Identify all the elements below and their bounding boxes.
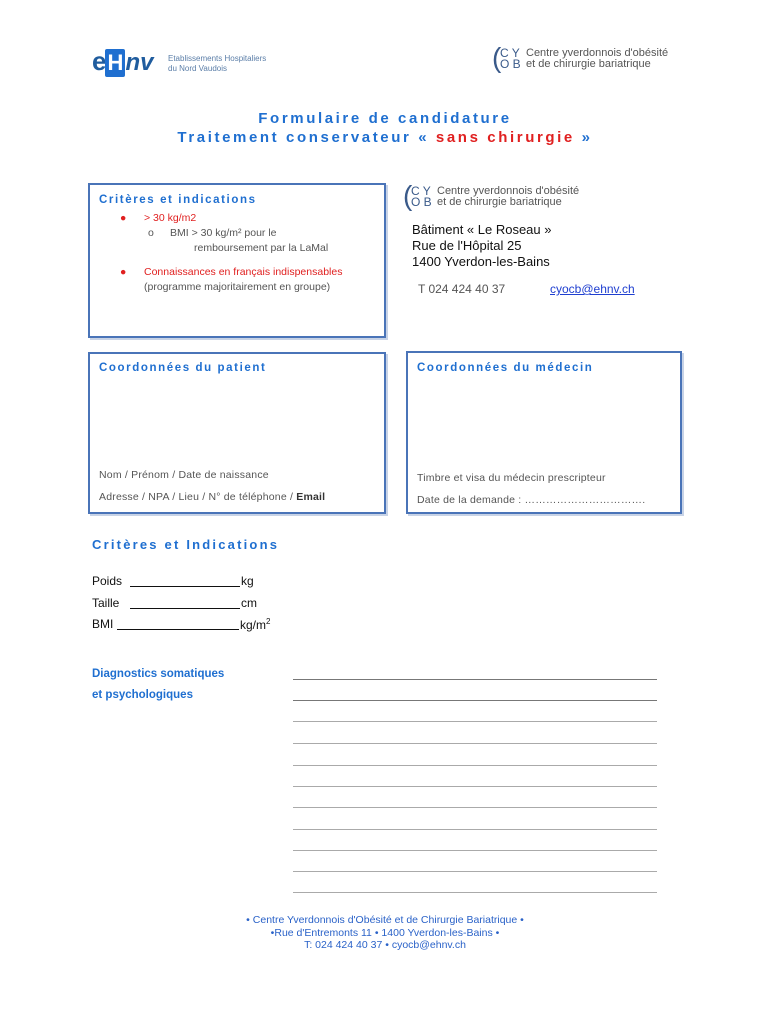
address-street: Rue de l'Hôpital 25 — [412, 238, 522, 253]
bullet-icon: • — [270, 926, 275, 939]
patient-name-label: Nom / Prénom / Date de naissance — [99, 469, 269, 481]
address-phone: T 024 424 40 37 — [418, 282, 506, 296]
bmi-label: BMI — [92, 617, 114, 631]
cyob-text: Centre yverdonnois d'obésité et de chirurgie bariatrique — [526, 47, 669, 70]
bullet-icon: ● — [120, 212, 127, 224]
highlight-text: sans chirurgie — [435, 129, 575, 146]
diagnostics-line[interactable] — [293, 807, 657, 808]
height-label: Taille — [92, 596, 120, 610]
patient-box — [88, 352, 386, 514]
cyob-letters: C Y O B — [500, 46, 521, 71]
patient-address-label: Adresse / NPA / Lieu / N° de téléphone / Email — [99, 491, 326, 503]
doctor-box — [406, 351, 682, 514]
footer-line3: T: 024 424 40 37 • cyocb@ehnv.ch — [304, 939, 466, 951]
diagnostics-line[interactable] — [293, 700, 657, 701]
diagnostics-line[interactable] — [293, 829, 657, 830]
height-input-line[interactable] — [130, 608, 240, 609]
diagnostics-line[interactable] — [293, 765, 657, 766]
email-link[interactable]: cyocb@ehnv.ch — [550, 282, 635, 296]
bullet-icon: • — [246, 914, 250, 926]
criteria-list: ● > 30 kg/m2 o BMI > 30 kg/m² pour le remboursement par la LaMal ● Connaissances en français indispensables (programme majoritairement en groupe) — [120, 211, 380, 295]
address-city: 1400 Yverdon-les-Bains — [412, 254, 550, 269]
diagnostics-line[interactable] — [293, 743, 657, 744]
bmi-input-line[interactable] — [117, 629, 239, 630]
weight-label: Poids — [92, 574, 123, 588]
weight-unit: kg — [241, 574, 254, 588]
diagnostics-line[interactable] — [293, 679, 657, 680]
criteria-item-bmi: ● > 30 kg/m2 — [120, 212, 197, 224]
address-building: Bâtiment « Le Roseau » — [412, 222, 552, 237]
diagnostics-line[interactable] — [293, 850, 657, 851]
diagnostics-line[interactable] — [293, 892, 657, 893]
diagnostics-line[interactable] — [293, 871, 657, 872]
cyob-paren-icon: ( — [492, 42, 502, 73]
cyob-logo-header — [492, 42, 682, 74]
doctor-box-title: Coordonnées du médecin — [417, 362, 594, 374]
form-title: Formulaire de candidature — [258, 110, 512, 127]
criteria-box-title: Critères et indications — [99, 194, 257, 206]
height-unit: cm — [241, 596, 257, 610]
measures-title: Critères et Indications — [92, 537, 280, 552]
diagnostics-label: Diagnostics somatiques et psychologiques — [92, 668, 225, 701]
criteria-sub-item: o BMI > 30 kg/m² pour le — [148, 227, 277, 239]
circle-bullet-icon: o — [148, 227, 154, 239]
address-block — [412, 222, 551, 270]
ehnv-logo-mark: e — [92, 46, 106, 76]
bullet-icon: • — [374, 926, 379, 939]
criteria-box — [88, 183, 386, 338]
doctor-stamp-label: Timbre et visa du médecin prescripteur — [417, 472, 606, 484]
bullet-icon: • — [495, 926, 500, 939]
cyob-letters: C Y O B — [411, 184, 432, 209]
request-date-label: Date de la demande : ……………………………. — [417, 494, 646, 506]
ehnv-logo — [92, 46, 292, 82]
bullet-icon: • — [385, 939, 389, 951]
weight-row — [92, 574, 122, 588]
cyob-text: Centre yverdonnois d'obésité et de chirurgie bariatrique — [437, 185, 580, 208]
criteria-item-language: ● Connaissances en français indispensables — [120, 266, 343, 278]
bullet-icon: ● — [120, 266, 127, 278]
ehnv-logo-text: Etablissements Hospitaliers du Nord Vaudois — [168, 54, 267, 73]
diagnostics-line[interactable] — [293, 786, 657, 787]
ehnv-logo-h: H — [105, 49, 125, 77]
cyob-logo-address — [403, 180, 603, 212]
bullet-icon: • — [520, 914, 524, 926]
footer — [0, 914, 770, 952]
patient-box-title: Coordonnées du patient — [99, 362, 267, 374]
footer-line1: • Centre Yverdonnois d'Obésité et de Chirurgie Bariatrique • — [246, 914, 524, 926]
form-subtitle: Traitement conservateur « sans chirurgie » — [177, 129, 593, 146]
ehnv-logo-nv: nv — [125, 49, 154, 76]
weight-input-line[interactable] — [130, 586, 240, 587]
diagnostics-line[interactable] — [293, 721, 657, 722]
bmi-unit: $kg/m^2$ — [240, 617, 271, 632]
footer-line2: •Rue d'Entremonts 11 • 1400 Yverdon-les-Bains • — [270, 926, 500, 939]
cyob-paren-icon: ( — [403, 180, 413, 211]
